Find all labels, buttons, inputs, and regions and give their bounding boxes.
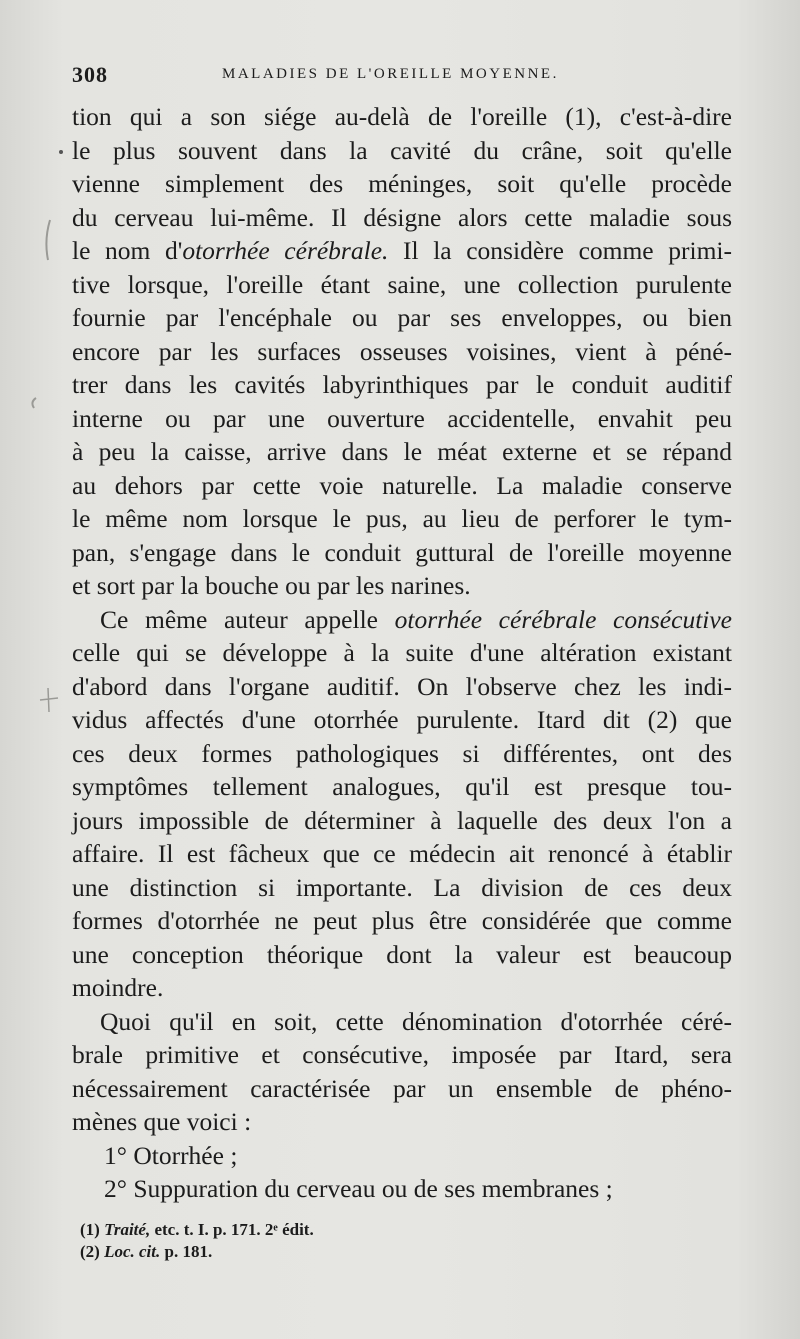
text-line: vidus affectés d'une otorrhée purulente. Itard dit (2) que (72, 705, 732, 734)
text-line: tive lorsque, l'oreille étant saine, une collection purulente (72, 269, 732, 299)
text-line: affaire. Il est fâcheux que ce médecin ait renoncé à établir (72, 839, 732, 868)
text-line: pan, s'engage dans le conduit guttural de l'oreille moyenne (72, 537, 732, 567)
text-line: fournie par l'encéphale ou par ses enveloppes, ou bien (72, 303, 732, 332)
text-line: trer dans les cavités labyrinthiques par le conduit auditif (72, 370, 732, 399)
text-line: une conception théorique dont la valeur est beaucoup (72, 939, 732, 969)
text-line: Ce même auteur appelle otorrhée cérébrale consécutive (100, 604, 732, 634)
italic-term: otorrhée cérébrale. (182, 236, 389, 265)
text-line: le plus souvent dans la cavité du crâne, soit qu'elle (72, 135, 732, 165)
text-line: à peu la caisse, arrive dans le méat externe et se répand (72, 437, 732, 466)
text-line: Quoi qu'il en soit, cette dénomination d'otorrhée céré- (100, 1006, 732, 1036)
italic-term: otorrhée cérébrale consécutive (394, 604, 732, 634)
text-line: celle qui se développe à la suite d'une altération existant (72, 638, 732, 667)
text-line: symptômes tellement analogues, qu'il est presque tou- (72, 772, 732, 801)
text-line: nécessairement caractérisée par un ensemble de phéno- (72, 1073, 732, 1103)
text-line: jours impossible de déterminer à laquelle des deux l'on a (72, 805, 732, 835)
footnotes (80, 1219, 700, 1263)
text-line: brale primitive et consécutive, imposée par Itard, sera (72, 1040, 732, 1069)
text-line: le nom d'otorrhée cérébrale. Il la considère comme primi- (72, 236, 732, 265)
running-head: MALADIES DE L'OREILLE MOYENNE. (222, 66, 559, 82)
text-line: encore par les surfaces osseuses voisines, vient à péné- (72, 336, 732, 366)
footnote: (2) Loc. cit. p. 181. (80, 1242, 213, 1261)
margin-pencil-marks (0, 140, 80, 900)
list-item: 2° Suppuration du cerveau ou de ses membranes ; (104, 1174, 613, 1203)
text-line: formes d'otorrhée ne peut plus être considérée que comme (72, 906, 732, 935)
text-line: mènes que voici : (72, 1107, 252, 1136)
text-line: une distinction si importante. La division de ces deux (72, 872, 732, 902)
body-text (72, 100, 732, 1206)
text-line: d'abord dans l'organe auditif. On l'observe chez les indi- (72, 671, 732, 701)
text-line: au dehors par cette voie naturelle. La maladie conserve (72, 470, 732, 500)
page-header (72, 62, 732, 92)
text-line: moindre. (72, 973, 164, 1002)
text-line: vienne simplement des méninges, soit qu'elle procède (72, 169, 732, 198)
footnote: (1) Traité, etc. t. I. p. 171. 2ᵉ édit. (80, 1220, 314, 1239)
text-line: du cerveau lui-même. Il désigne alors cette maladie sous (72, 202, 732, 232)
text-line: tion qui a son siége au-delà de l'oreille (1), c'est-à-dire (72, 102, 732, 131)
list-item: 1° Otorrhée ; (104, 1140, 238, 1170)
text-line: le même nom lorsque le pus, au lieu de perforer le tym- (72, 504, 732, 533)
text-line: et sort par la bouche ou par les narines. (72, 571, 471, 600)
page-number: 308 (72, 62, 108, 87)
text-line: interne ou par une ouverture accidentelle, envahit peu (72, 403, 732, 433)
text-line: ces deux formes pathologiques si différentes, ont des (72, 738, 732, 768)
